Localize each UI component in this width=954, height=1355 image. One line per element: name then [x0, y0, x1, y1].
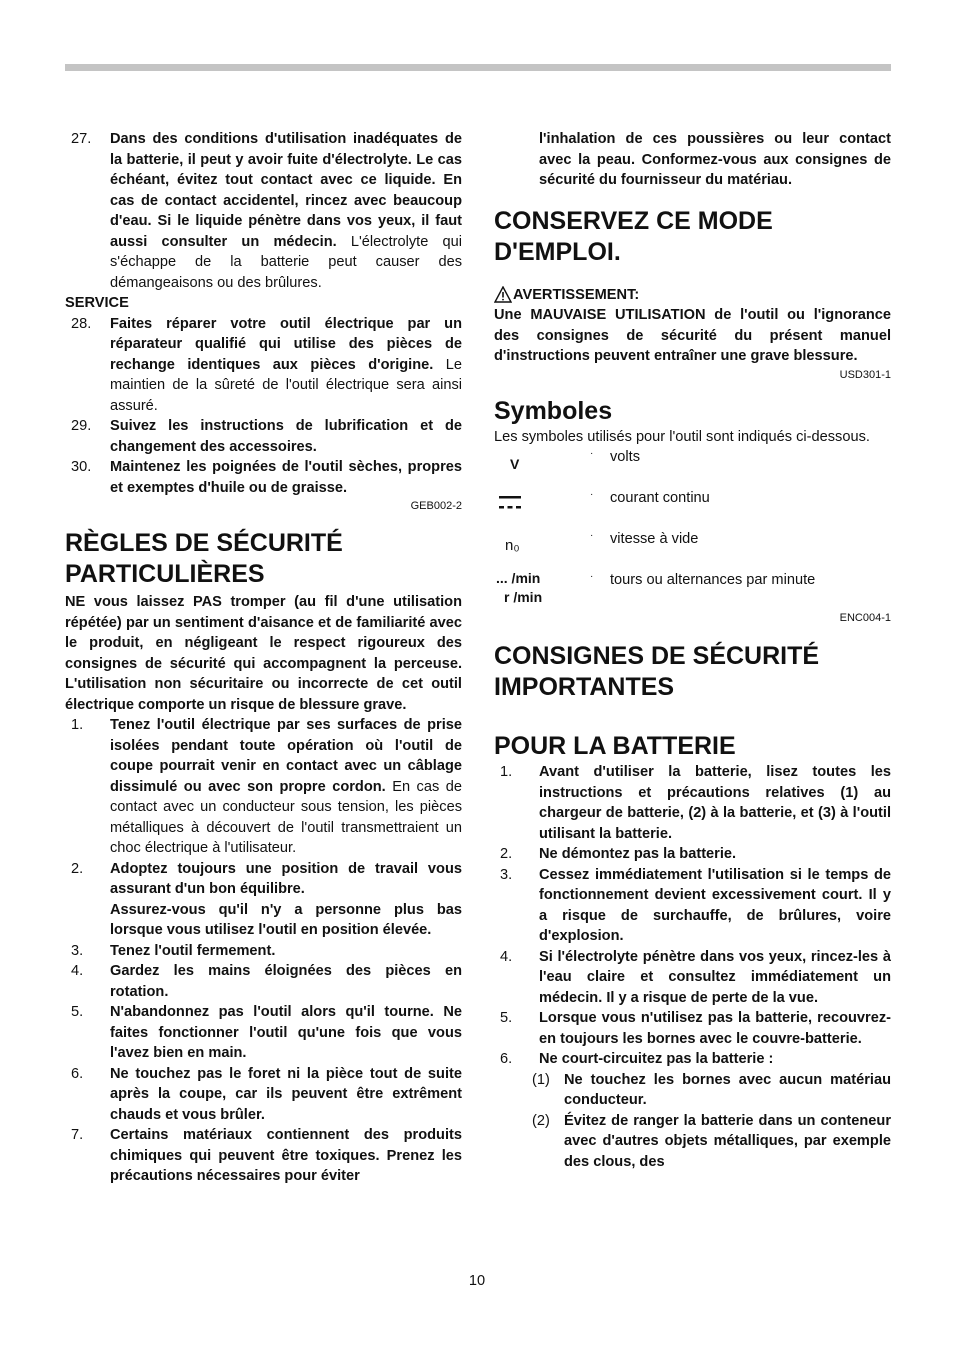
- battery-item-4: [494, 947, 891, 1009]
- item-number: 1.: [500, 764, 513, 780]
- per-minute-symbol-line1: ... /min: [496, 570, 541, 586]
- item-text: [110, 129, 462, 293]
- item-text: [539, 762, 891, 844]
- symbol-row-volts: [494, 447, 891, 488]
- item-bold-text: Avant d'utiliser la batterie, lisez toutes les instructions et précautions relatives (1) au chargeur de batterie, (2) à la batterie, et (3) à l'outil utilisant la batterie.: [539, 764, 891, 842]
- item-text: [110, 1064, 462, 1126]
- section-heading-batterie: POUR LA BATTERIE: [494, 732, 736, 760]
- item-bold-text-2: Assurez-vous qu'il n'y a personne plus bas lorsque vous utilisez l'outil en position élevée.: [110, 901, 462, 938]
- item-normal-text: En cas de contact avec un conducteur sous tension, les pièces métalliques à découvert de l'outil transmettraient un choc électrique à l'utilisateur.: [110, 778, 462, 856]
- symbol-separator: ·: [590, 489, 594, 500]
- item-bold-text: Ne touchez les bornes avec aucun matériau conducteur.: [564, 1071, 891, 1108]
- subitem-number: (1): [532, 1071, 550, 1088]
- item-number: 6.: [71, 1065, 84, 1082]
- item-bold-text: Suivez les instructions de lubrification et de changement des accessoires.: [110, 418, 462, 455]
- list-item-29: [65, 416, 462, 457]
- symbol-separator: ·: [590, 448, 594, 459]
- symbol-row-dc: [494, 488, 891, 529]
- symboles-intro: Les symboles utilisés pour l'outil sont indiqués ci-dessous.: [494, 428, 870, 445]
- warning-title: [494, 285, 891, 306]
- battery-item-2: [494, 844, 891, 865]
- list-item-27: [65, 129, 462, 293]
- reference-code: ENC004-1: [839, 612, 891, 624]
- item-number: 4.: [500, 948, 513, 965]
- section-label-service: SERVICE: [65, 295, 129, 311]
- intro-paragraph: [65, 592, 462, 715]
- item-normal-text: Le maintien de la sûreté de l'outil électrique sera ainsi assuré.: [110, 356, 462, 414]
- rule-item-3: [65, 941, 462, 962]
- symbol-description: vitesse à vide: [610, 531, 699, 547]
- section-heading-symboles: Symboles: [494, 396, 613, 425]
- section-heading-consignes: CONSIGNES DE SÉCURITÉ IMPORTANTES: [494, 642, 820, 701]
- symbol-separator: ·: [590, 571, 594, 582]
- rule-item-1: [65, 715, 462, 859]
- rule-item-7: [65, 1125, 462, 1187]
- item-bold-text: Certains matériaux contiennent des produits chimiques qui peuvent être toxiques. Prenez les précautions nécessaires pour éviter: [110, 1127, 462, 1184]
- item-bold-text: Tenez l'outil fermement.: [110, 942, 276, 959]
- list-item-28: [65, 314, 462, 417]
- item-number: 2.: [500, 846, 513, 862]
- item-number: 27.: [71, 131, 92, 147]
- continued-bold-text: l'inhalation de ces poussières ou leur contact avec la peau. Conformez-vous aux consignes de sécurité du fournisseur du matériau.: [539, 131, 891, 188]
- reference-code: GEB002-2: [410, 500, 462, 512]
- symbol-description: volts: [610, 449, 641, 465]
- volts-symbol: V: [510, 456, 520, 472]
- item-bold-text: Dans des conditions d'utilisation inadéquates de la batterie, il peut y avoir fuite d'électrolyte. Le cas échéant, évitez tout contact avec ce liquide. En cas de contact accidentel, rincez avec beaucoup d'eau. Si le liquide pénètre dans vos yeux, il faut aussi consulter un médecin.: [110, 131, 462, 250]
- item-text: [110, 416, 462, 457]
- reference-code: USD301-1: [839, 368, 891, 381]
- warning-text: [494, 305, 891, 367]
- item-bold-text: Adoptez toujours une position de travail vous assurant d'un bon équilibre.: [110, 860, 462, 897]
- item-bold-text: N'abandonnez pas l'outil alors qu'il tourne. Ne faites fonctionner l'outil qu'une fois que vous l'avez bien en main.: [110, 1004, 462, 1061]
- warning-bold-text: Une MAUVAISE UTILISATION de l'outil ou l'ignorance des consignes de sécurité du présent manuel d'instructions peuvent entraîner une grave blessure.: [494, 307, 891, 364]
- item-bold-text: Lorsque vous n'utilisez pas la batterie, recouvrez-en toujours les bornes avec le couvre-batterie.: [539, 1010, 891, 1047]
- page-number: 10: [468, 1273, 486, 1289]
- warning-triangle-icon: [494, 286, 512, 303]
- item-bold-text: Cessez immédiatement l'utilisation si le temps de fonctionnement devient excessivement court. Il y a risque de surchauffe, de brûlures, voire d'explosion.: [539, 866, 891, 944]
- item-number: 3.: [71, 942, 84, 959]
- item-normal-text: L'électrolyte qui s'échappe de la batterie peut causer des démangeaisons ou des brûlures.: [110, 233, 462, 291]
- item-number: 7.: [71, 1127, 84, 1143]
- symbol-separator: ·: [590, 530, 594, 541]
- item-bold-text: Maintenez les poignées de l'outil sèches, propres et exemptes d'huile ou de graisse.: [110, 459, 462, 496]
- item-text: [110, 1002, 462, 1064]
- item-text: [539, 865, 891, 947]
- item-text: [110, 715, 462, 859]
- item-number: 1.: [71, 717, 84, 733]
- list-item-30: [65, 457, 462, 498]
- item-text: [539, 1049, 891, 1070]
- no-load-speed-symbol: n₀: [505, 537, 520, 554]
- rule-item-5: [65, 1002, 462, 1064]
- direct-current-icon: [499, 496, 521, 510]
- battery-item-6: [494, 1049, 891, 1070]
- item-bold-text: Si l'électrolyte pénètre dans vos yeux, rincez-les à l'eau claire et consultez immédiatement un médecin. Il y a risque de perte de la vue.: [539, 948, 891, 1006]
- battery-subitem-2: [494, 1111, 891, 1173]
- subitem-text: [564, 1111, 891, 1173]
- item-bold-text: Évitez de ranger la batterie dans un conteneur avec d'autres objets métalliques, par exemple des clous, des: [564, 1112, 891, 1170]
- item-number: 6.: [500, 1051, 513, 1067]
- rule-item-6: [65, 1064, 462, 1126]
- item-text: [539, 844, 891, 865]
- subitem-number: (2): [532, 1112, 550, 1129]
- symbol-description: tours ou alternances par minute: [610, 572, 816, 588]
- item-number: 5.: [71, 1004, 84, 1020]
- item-number: 5.: [500, 1010, 513, 1026]
- item-number: 28.: [71, 315, 92, 332]
- item-bold-text: Faites réparer votre outil électrique par un réparateur qualifié qui utilise des pièces de rechange identiques aux pièces d'origine.: [110, 315, 462, 373]
- item-bold-text: Ne démontez pas la batterie.: [539, 846, 737, 862]
- right-column: [494, 129, 891, 1172]
- rule-item-4: [65, 961, 462, 1002]
- battery-item-5: [494, 1008, 891, 1049]
- item-text: [539, 1008, 891, 1049]
- battery-subitem-1: [494, 1070, 891, 1111]
- top-rule: [65, 64, 891, 71]
- per-minute-symbol: [496, 569, 542, 607]
- symbol-description: courant continu: [610, 490, 710, 506]
- left-column: [65, 129, 462, 1187]
- warning-title-text: AVERTISSEMENT:: [513, 286, 640, 303]
- item-text: [539, 947, 891, 1009]
- item-text: [110, 859, 462, 941]
- symbol-row-no-load: [494, 529, 891, 570]
- item-bold-text: Gardez les mains éloignées des pièces en rotation.: [110, 963, 462, 1000]
- item-bold-text: Ne court-circuitez pas la batterie :: [539, 1051, 774, 1067]
- continued-text: [494, 129, 891, 191]
- battery-item-3: [494, 865, 891, 947]
- item-text: [110, 1125, 462, 1187]
- item-bold-text: Tenez l'outil électrique par ses surfaces de prise isolées pendant toute opération où l'outil de coupe pourrait venir en contact avec un câblage dissimulé ou avec son propre cordon.: [110, 717, 462, 795]
- rule-item-2: [65, 859, 462, 941]
- per-minute-symbol-line2: r /min: [504, 589, 543, 605]
- item-text: [110, 457, 462, 498]
- section-heading-regles: RÈGLES DE SÉCURITÉ PARTICULIÈRES: [65, 529, 343, 588]
- item-bold-text: Ne touchez pas le foret ni la pièce tout de suite après la coupe, car ils peuvent être extrêment chauds et vous brûler.: [110, 1065, 462, 1123]
- item-number: 30.: [71, 459, 92, 475]
- item-text: [110, 314, 462, 417]
- item-text: [110, 941, 462, 962]
- intro-bold-text: NE vous laissez PAS tromper (au fil d'une utilisation répétée) par un sentiment d'aisance et de familiarité avec le produit, en négligeant le respect rigoureux des consignes de sécurité qui accompagnent la perceuse. L'utilisation non sécuritaire ou incorrecte de cet outil électrique comporte un risque de blessure grave.: [65, 594, 462, 713]
- item-number: 3.: [500, 866, 513, 883]
- symbol-row-per-minute: [494, 570, 891, 610]
- battery-item-1: [494, 762, 891, 844]
- item-text: [110, 961, 462, 1002]
- item-number: 4.: [71, 963, 84, 979]
- subitem-text: [564, 1070, 891, 1111]
- item-number: 2.: [71, 860, 84, 877]
- section-heading-conservez: CONSERVEZ CE MODE D'EMPLOI.: [494, 206, 773, 266]
- item-number: 29.: [71, 418, 92, 434]
